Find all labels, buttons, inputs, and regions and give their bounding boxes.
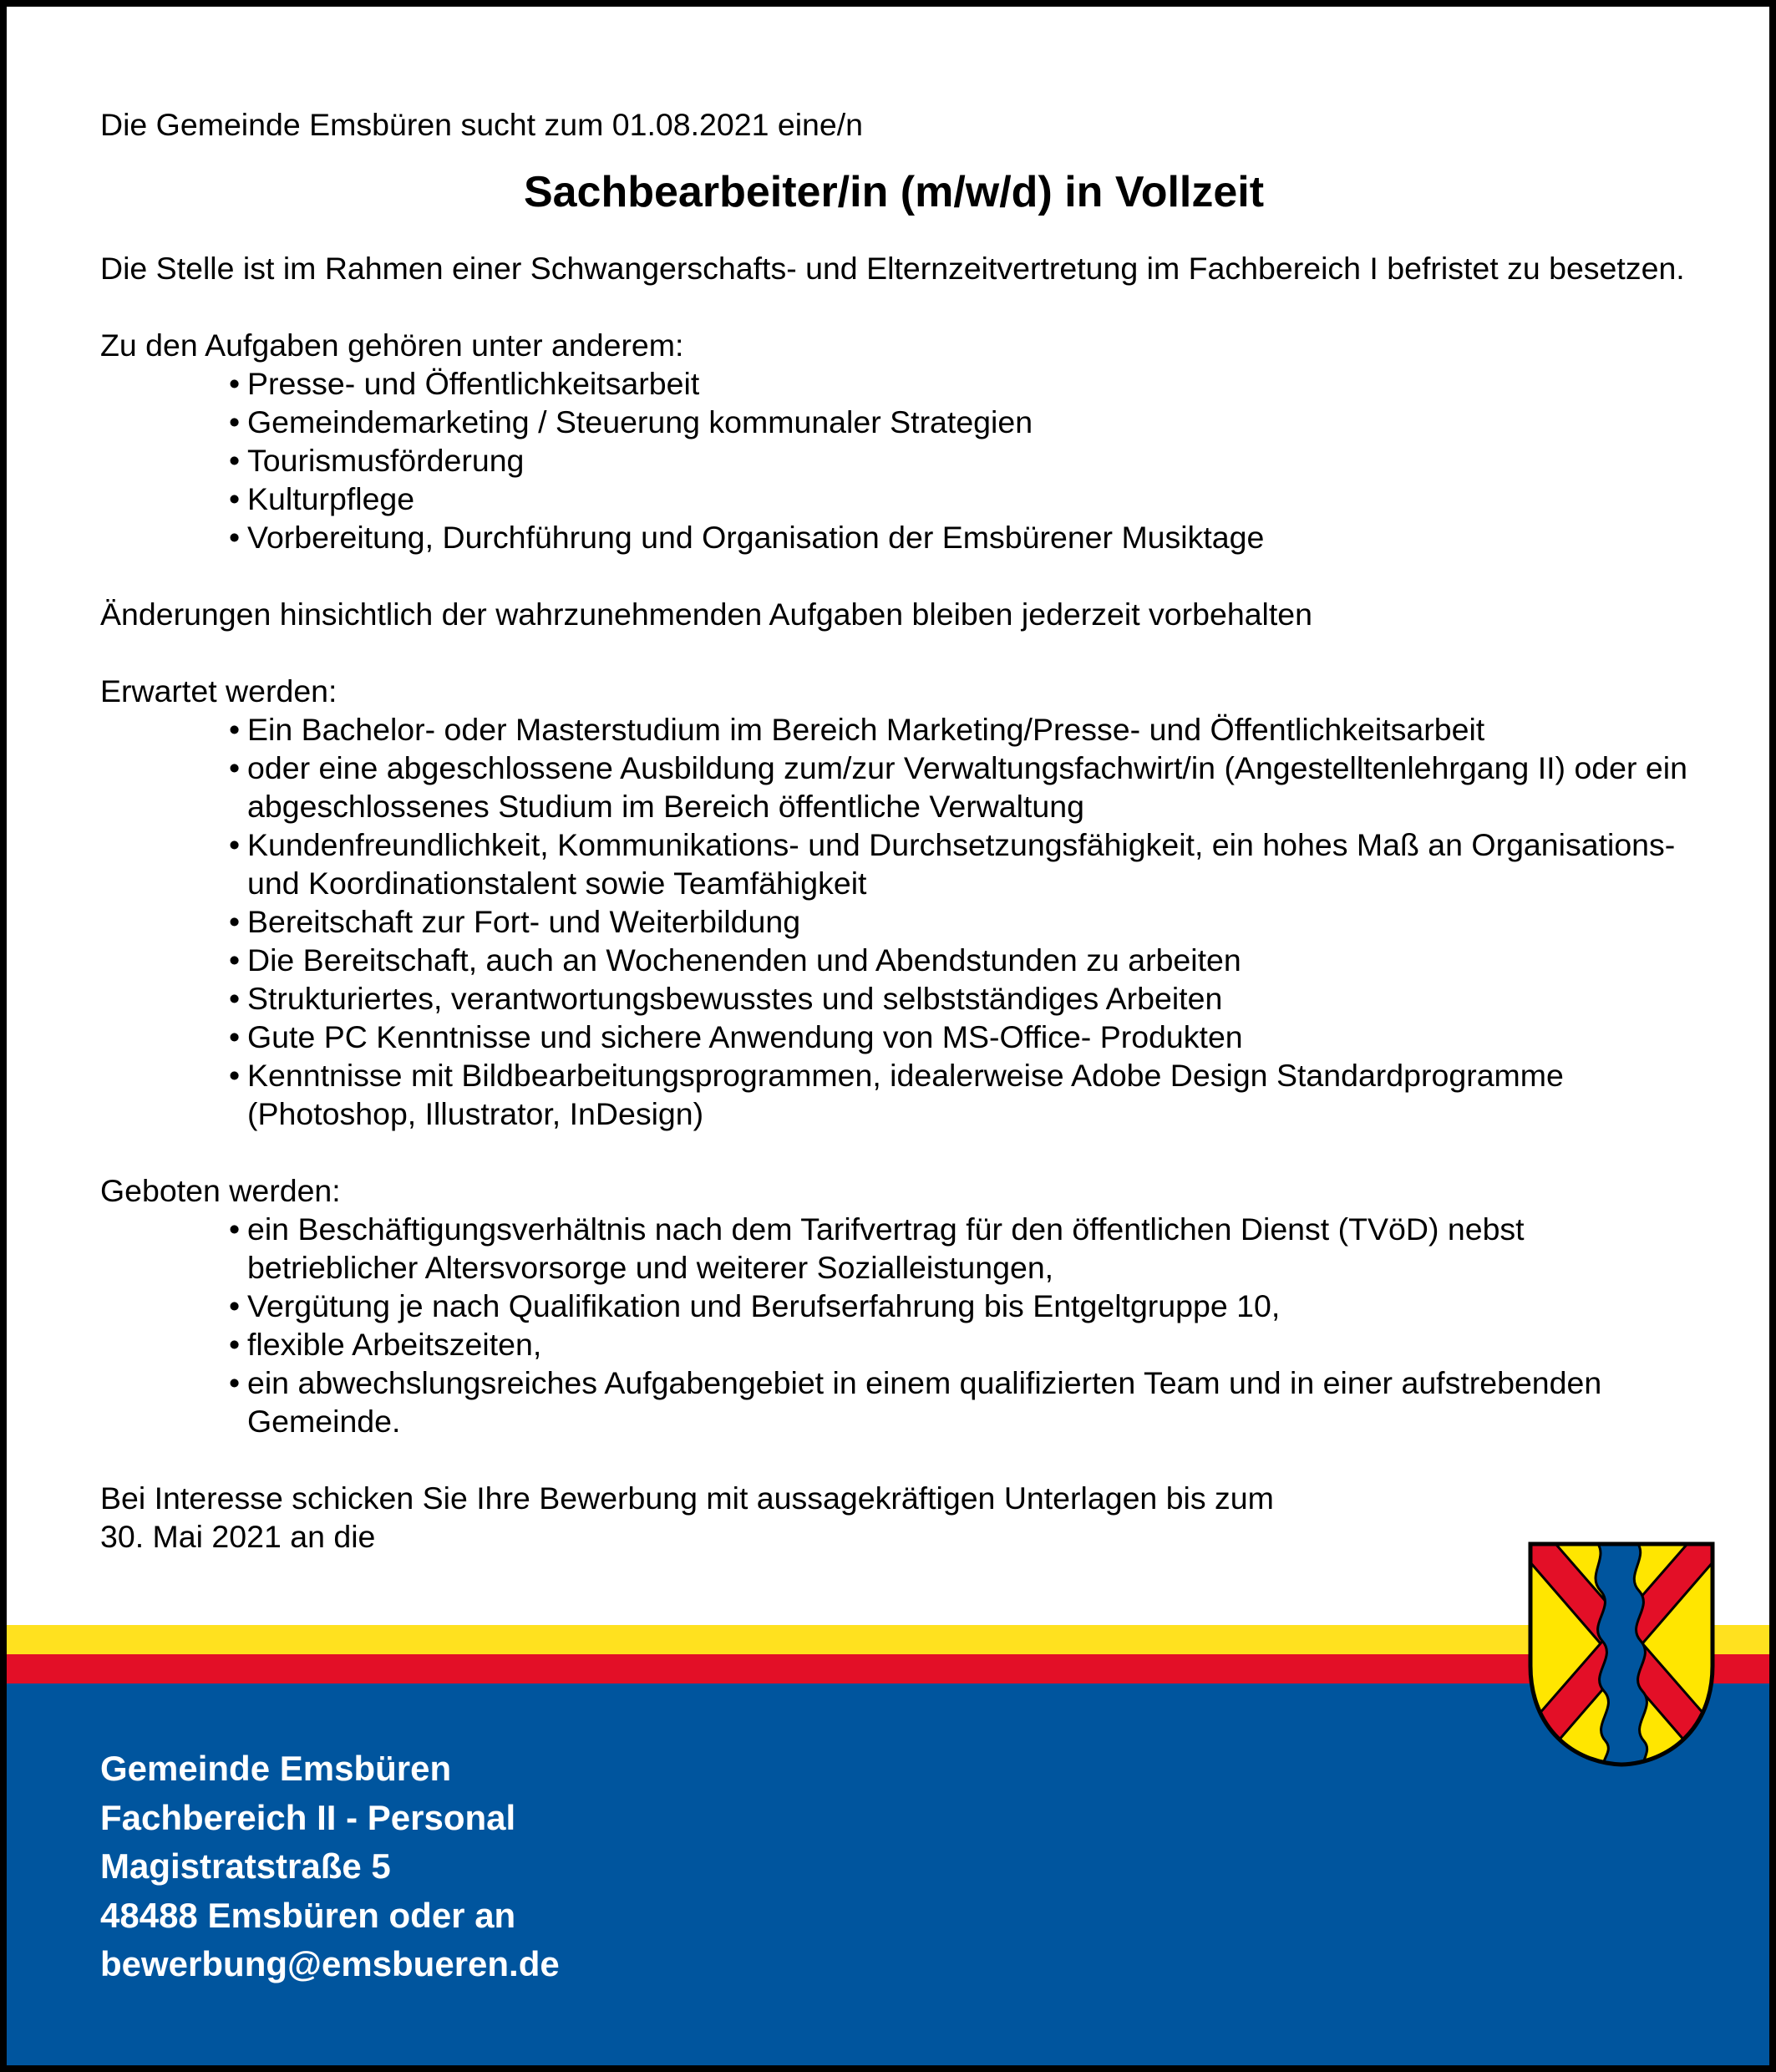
application-text-line-2: 30. Mai 2021 an die (100, 1519, 376, 1554)
red-stripe (7, 1654, 1769, 1684)
list-item: • Gemeindemarketing / Steuerung kommunaler Strategien (229, 403, 1687, 441)
contact-address (100, 1744, 560, 1989)
yellow-stripe (7, 1625, 1769, 1654)
expected-heading: Erwartet werden: (100, 673, 337, 708)
list-item: • ein abwechslungsreiches Aufgabengebiet in einem qualifizierten Team und in einer aufstrebenden Gemeinde. (229, 1364, 1687, 1440)
tasks-list (100, 364, 1687, 556)
tasks-heading: Zu den Aufgaben gehören unter anderem: (100, 328, 684, 363)
list-item: • Bereitschaft zur Fort- und Weiterbildung (229, 902, 1687, 941)
list-item: • Kundenfreundlichkeit, Kommunikations- und Durchsetzungsfähigkeit, ein hohes Maß an Organisations- und Koordinationstalent sowie Teamfähigkeit (229, 825, 1687, 902)
offered-list (100, 1210, 1687, 1440)
offered-heading: Geboten werden: (100, 1173, 341, 1208)
job-title: Sachbearbeiter/in (m/w/d) in Vollzeit (523, 168, 1265, 216)
expected-list (100, 710, 1687, 1133)
list-item: • ein Beschäftigungsverhältnis nach dem Tarifvertrag für den öffentlichen Dienst (TVöD) nebst betrieblicher Altersvorsorge und weiterer Sozialleistungen, (229, 1210, 1687, 1287)
description-text: Die Stelle ist im Rahmen einer Schwangerschafts- und Elternzeitvertretung im Fachbereich I befristet zu besetzen. (100, 251, 1685, 286)
list-item: • Vorbereitung, Durchführung und Organisation der Emsbürener Musiktage (229, 518, 1687, 556)
coat-of-arms-icon (1527, 1541, 1716, 1768)
posting-body (100, 105, 1687, 1556)
list-item: • Presse- und Öffentlichkeitsarbeit (229, 364, 1687, 403)
list-item: • Kenntnisse mit Bildbearbeitungsprogrammen, idealerweise Adobe Design Standardprogramme (Photoshop, Illustrator, InDesign) (229, 1056, 1687, 1133)
address-city: 48488 Emsbüren oder an (100, 1895, 516, 1935)
list-item: • flexible Arbeitszeiten, (229, 1325, 1687, 1364)
job-posting-page (7, 7, 1769, 2065)
list-item: • Ein Bachelor- oder Masterstudium im Bereich Marketing/Presse- und Öffentlichkeitsarbeit (229, 710, 1687, 749)
application-text-line-1: Bei Interesse schicken Sie Ihre Bewerbung mit aussagekräftigen Unterlagen bis zum (100, 1480, 1274, 1516)
list-item: • Tourismusförderung (229, 441, 1687, 480)
email-link[interactable]: bewerbung@emsbueren.de (100, 1944, 560, 1983)
list-item: • Gute PC Kenntnisse und sichere Anwendung von MS-Office- Produkten (229, 1018, 1687, 1056)
list-item: • Strukturiertes, verantwortungsbewusstes und selbstständiges Arbeiten (229, 979, 1687, 1018)
intro-text: Die Gemeinde Emsbüren sucht zum 01.08.2021 eine/n (100, 107, 864, 142)
address-department: Fachbereich II - Personal (100, 1797, 516, 1837)
list-item: • Die Bereitschaft, auch an Wochenenden und Abendstunden zu arbeiten (229, 941, 1687, 979)
list-item: • Kulturpflege (229, 480, 1687, 518)
address-municipality: Gemeinde Emsbüren (100, 1749, 452, 1788)
list-item: • Vergütung je nach Qualifikation und Berufserfahrung bis Entgeltgruppe 10, (229, 1287, 1687, 1325)
list-item: • oder eine abgeschlossene Ausbildung zum/zur Verwaltungsfachwirt/in (Angestelltenlehrgang II) oder ein abgeschlossenes Studium im Bereich öffentliche Verwaltung (229, 749, 1687, 825)
reservation-text: Änderungen hinsichtlich der wahrzunehmenden Aufgaben bleiben jederzeit vorbehalten (100, 597, 1313, 632)
address-street: Magistratstraße 5 (100, 1846, 391, 1886)
